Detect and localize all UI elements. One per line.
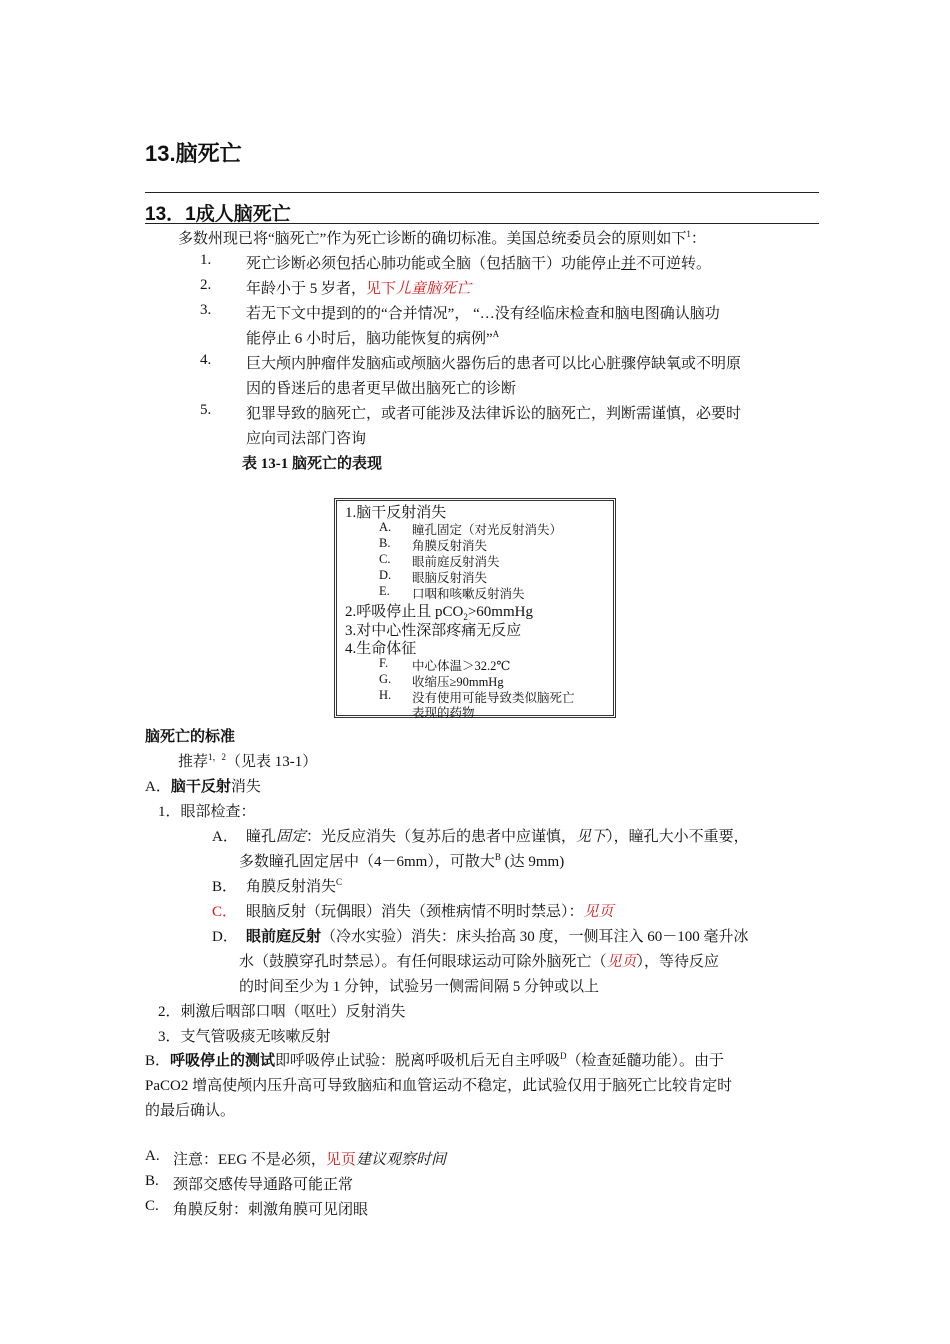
table-item-label: A. [379, 520, 392, 534]
recommend-ref: （见表 13-1） [226, 754, 318, 770]
section-b-line2: PaCO2 增高使颅内压升高可导致脑疝和血管运动不稳定，此试验仅用于脑死亡比较肯定时 [145, 1078, 733, 1094]
table-item-text: 没有使用可能导致类似脑死亡 [412, 691, 575, 705]
principle-3-line1: 若无下文中提到的的“合并情况”， “…没有经临床检查和脑电图确认脑功 [246, 306, 720, 322]
principle-3-citation: A [492, 329, 500, 339]
table-heading-3: 3.对中心性深部疼痛无反应 [345, 623, 522, 639]
table-item-continuation: 表现的药物 [412, 706, 475, 720]
eye-a-see-below: 见下 [576, 829, 607, 845]
table-item-text: 中心体温＞32.2℃ [412, 659, 511, 673]
note-a [173, 1148, 446, 1169]
eye-item-a-line2 [239, 850, 564, 871]
section-b-text-2: （检查延髓功能）。由于 [566, 1053, 725, 1069]
note-label: C. [145, 1198, 159, 1214]
section-b-line3: 的最后确认。 [145, 1103, 236, 1119]
eye-a-text-2: ：光反应消失（复苏后的患者中应谨慎， [306, 829, 577, 845]
section-a-rest: 消失 [230, 779, 261, 795]
principle-number: 3. [200, 302, 212, 318]
principle-3-line2 [246, 327, 499, 348]
eye-item-label: C． [212, 904, 238, 920]
principle-1-end: 不可逆转。 [636, 256, 712, 272]
intro-paragraph [178, 227, 706, 248]
principle-5-line1: 犯罪导致的脑死亡，或者可能涉及法律诉讼的脑死亡，判断需谨慎，必要时 [246, 406, 742, 422]
divider-bottom [145, 223, 819, 224]
principle-4-line2: 因的昏迷后的患者更早做出脑死亡的诊断 [246, 381, 517, 397]
section-a-bold: 脑干反射 [170, 779, 231, 795]
table-item-label: F. [379, 656, 389, 670]
reflex-item-3: 3．支气管吸痰无咳嗽反射 [158, 1029, 331, 1045]
note-a-text: 注意：EEG 不是必须， [173, 1152, 326, 1168]
eye-a-text-3: ），瞳孔大小不重要， [606, 829, 749, 845]
eye-a-italic: 固定 [276, 829, 307, 845]
principle-1-underlined: 并 [621, 256, 637, 272]
note-c: 角膜反射：刺激角膜可见闭眼 [173, 1202, 369, 1218]
eye-item-a-line1 [246, 825, 749, 846]
eye-item-b [246, 875, 342, 896]
table-item-label: E. [379, 584, 390, 598]
eye-item-label: A． [212, 829, 238, 845]
see-page-link[interactable]: 见页 [606, 954, 637, 970]
eye-a-line2-text: 多数瞳孔固定居中（4－6mm），可散大 [239, 854, 495, 870]
recommend-text: 推荐 [178, 754, 209, 770]
eye-item-d-line3: 的时间至少为 1 分钟，试验另一侧需间隔 5 分钟或以上 [239, 979, 600, 995]
eye-item-d-line1 [246, 925, 749, 946]
table-heading-2 [345, 600, 533, 621]
table-item-label: H. [379, 688, 392, 702]
principle-5-line2: 应向司法部门咨询 [246, 431, 367, 447]
eye-a-text: 瞳孔 [246, 829, 277, 845]
subscript: 2 [463, 612, 468, 622]
note-label: B. [145, 1173, 159, 1189]
table-item-text: 收缩压≥90mmHg [412, 675, 504, 689]
principle-number: 1. [200, 252, 212, 268]
table-item-label: D. [379, 568, 392, 582]
table-heading-1: 1.脑干反射消失 [345, 505, 447, 521]
eye-d-line2-text: 水（鼓膜穿孔时禁忌）。有任何眼球运动可除外脑死亡（ [239, 954, 607, 970]
note-a-italic: 建议观察时间 [355, 1152, 446, 1168]
table-caption: 表 13-1 脑死亡的表现 [242, 456, 382, 472]
intro-citation: 1 [686, 229, 691, 239]
eye-a-line2-end: (达 9mm) [500, 854, 565, 870]
section-b-text: 即呼吸停止试验：脱离呼吸机后无自主呼吸 [275, 1053, 561, 1069]
table-item-label: B. [379, 536, 391, 550]
table-item-text: 眼前庭反射消失 [412, 555, 500, 569]
eye-b-text: 角膜反射消失 [246, 879, 337, 895]
principle-number: 2. [200, 277, 212, 293]
recommend-line [178, 750, 317, 771]
eye-d-bold: 眼前庭反射 [246, 929, 322, 945]
table-heading-2-text: 2.呼吸停止且 pCO [345, 604, 464, 620]
eye-item-label: B． [212, 879, 238, 895]
intro-text: 多数州现已将“脑死亡”作为死亡诊断的确切标准。美国总统委员会的原则如下 [178, 231, 687, 247]
section-a-heading [145, 775, 261, 796]
table-item-label: C. [379, 552, 391, 566]
brain-death-table [334, 498, 616, 718]
recommend-citation: 1，2 [208, 752, 227, 762]
principle-number: 5. [200, 402, 212, 418]
page-title: 13.脑死亡 [145, 141, 242, 166]
table-item-text: 角膜反射消失 [412, 539, 488, 553]
section-b-line1 [145, 1049, 724, 1070]
principle-4-line1: 巨大颅内肿瘤伴发脑疝或颅脑火器伤后的患者可以比心脏骤停缺氧或不明原 [246, 356, 742, 372]
table-heading-4: 4.生命体征 [345, 641, 417, 657]
intro-end: ： [690, 231, 706, 247]
pediatric-brain-death-link[interactable]: 儿童脑死亡 [396, 281, 472, 297]
principle-1 [246, 252, 711, 273]
principle-number: 4. [200, 352, 212, 368]
eye-exam-heading: 1．眼部检查： [158, 804, 256, 820]
eye-c-text: 眼脑反射（玩偶眼）消失（颈椎病情不明时禁忌）： [246, 904, 584, 920]
section-a-label: A． [145, 779, 171, 795]
principle-1-text: 死亡诊断必须包括心肺功能或全脑（包括脑干）功能停止 [246, 256, 622, 272]
see-page-link[interactable]: 见页 [583, 904, 614, 920]
section-b-bold: 呼吸停止的测试 [170, 1053, 276, 1069]
eye-d-text: （冷水实验）消失：床头抬高 30 度，一侧耳注入 60－100 毫升冰 [321, 929, 749, 945]
criteria-heading: 脑死亡的标准 [145, 729, 236, 745]
table-item-text: 眼脑反射消失 [412, 571, 488, 585]
eye-a-citation: B [494, 852, 501, 862]
table-item-text: 口咽和咳嗽反射消失 [412, 587, 525, 601]
table-item-label: G. [379, 672, 392, 686]
section-heading: 13．1成人脑死亡 [145, 204, 291, 225]
see-below-link[interactable]: 见下 [366, 281, 397, 297]
eye-item-c [246, 900, 614, 921]
table-item-text: 瞳孔固定（对光反射消失） [412, 523, 563, 537]
principle-3-text: 能停止 6 小时后，脑功能恢复的病例” [246, 331, 493, 347]
eye-d-line2-end: ），等待反应 [636, 954, 720, 970]
principle-2-text: 年龄小于 5 岁者， [246, 281, 367, 297]
section-b-label: B． [145, 1053, 171, 1069]
reflex-item-2: 2．刺激后咽部口咽（呕吐）反射消失 [158, 1004, 406, 1020]
note-label: A. [145, 1148, 160, 1164]
note-b: 颈部交感传导通路可能正常 [173, 1177, 354, 1193]
divider-top [145, 192, 819, 193]
eye-item-d-line2 [239, 950, 719, 971]
principle-2 [246, 277, 471, 298]
eye-b-citation: C [336, 877, 343, 887]
eye-item-label: D． [212, 929, 238, 945]
see-page-link[interactable]: 见页 [325, 1152, 356, 1168]
section-b-citation: D [560, 1051, 567, 1061]
table-heading-2-end: >60mmHg [467, 604, 533, 620]
